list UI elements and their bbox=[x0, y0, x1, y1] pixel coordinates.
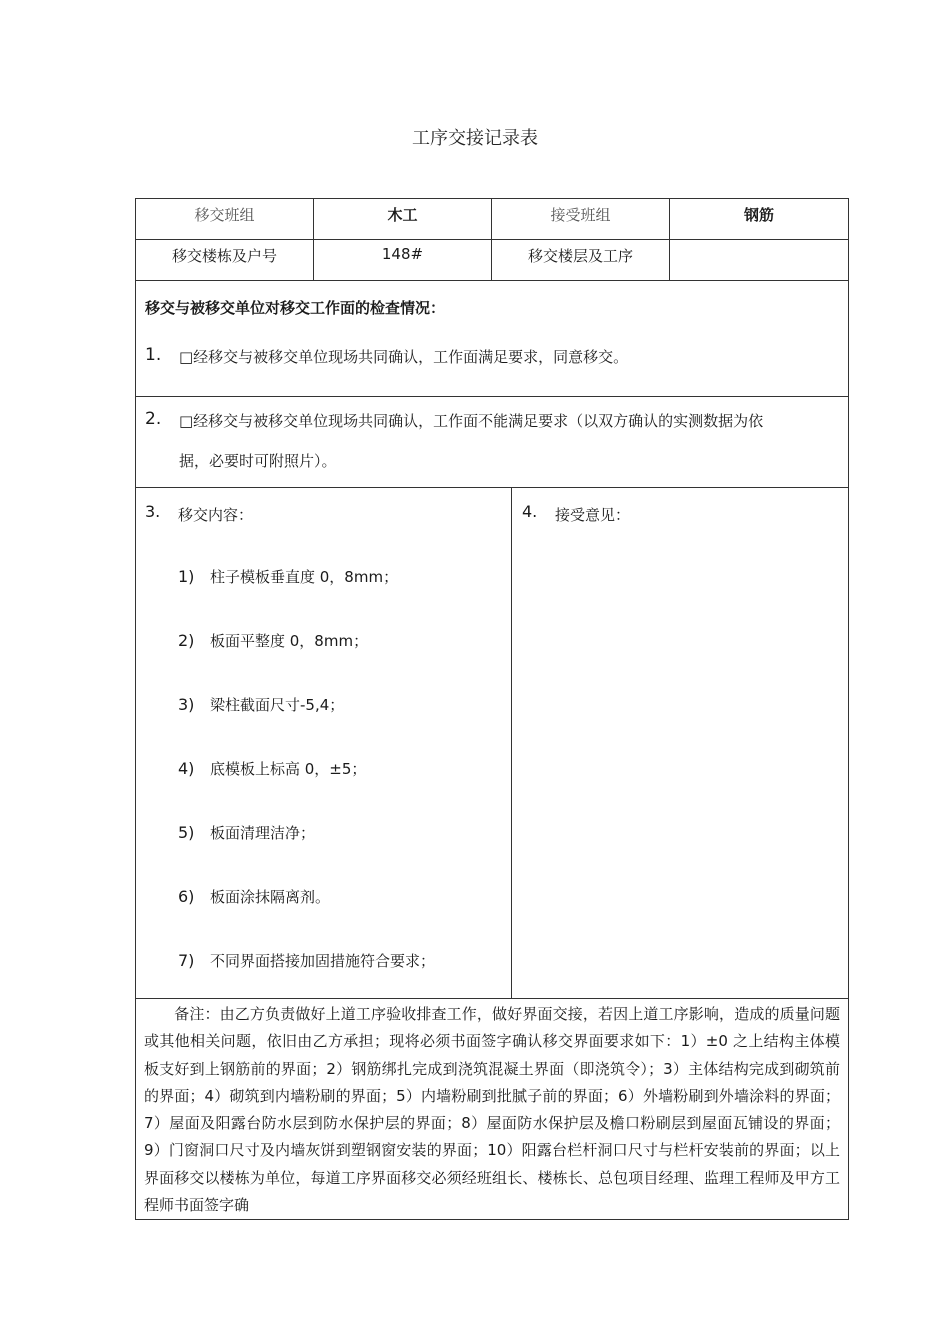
handover-content-label: 移交内容： bbox=[178, 506, 254, 524]
handover-item-6-number: 6) bbox=[178, 887, 195, 906]
floor-process-value bbox=[670, 240, 848, 280]
inspection-item-2-number: 2. bbox=[145, 409, 162, 429]
handover-item-3-number: 3) bbox=[178, 695, 195, 714]
inspection-item-2 bbox=[136, 397, 848, 488]
handover-item-1 bbox=[178, 566, 398, 587]
handover-item-4-text: 底模板上标高 0，±5； bbox=[210, 760, 367, 778]
note-text: 备注：由乙方负责做好上道工序验收排查工作，做好界面交接，若因上道工序影响，造成的质量问题或其他相关问题，依旧由乙方承担；现将必须书面签字确认移交界面要求如下：1）±0 之上结构主体模板支好到上钢筋前的界面；2）钢筋绑扎完成到浇筑混凝土界面（即浇筑令）；3）主体结构完成到砌筑前的界面；4）砌筑到内墙粉刷的界面；5）内墙粉刷到批腻子前的界面；6）外墙粉刷到外墙涂料的界面；7）屋面及阳露台防水层到防水保护层的界面；8）屋面防水保护层及檐口粉刷层到屋面瓦铺设的界面；9）门窗洞口尺寸及内墙灰饼到塑钢窗安装的界面；10）阳露台栏杆洞口尺寸与栏杆安装前的界面；以上界面移交以楼栋为单位，每道工序界面移交必须经班组长、楼栋长、总包项目经理、监理工程师及甲方工程师书面签字确 bbox=[144, 1005, 840, 1215]
handover-item-6-text: 板面涂抹隔离剂。 bbox=[210, 888, 331, 906]
handover-item-7-number: 7) bbox=[178, 951, 195, 970]
handover-item-3 bbox=[178, 694, 344, 715]
handover-item-2 bbox=[178, 630, 368, 651]
handover-content-number: 3. bbox=[145, 502, 161, 521]
handover-item-3-text: 梁柱截面尺寸-5,4； bbox=[210, 696, 345, 714]
handover-item-6 bbox=[178, 886, 330, 907]
inspection-item-2-line-1: □经移交与被移交单位现场共同确认，工作面不能满足要求（以双方确认的实测数据为依 bbox=[179, 412, 764, 430]
floor-process-label: 移交楼层及工序 bbox=[492, 240, 670, 280]
content-divider bbox=[511, 488, 512, 999]
building-unit-label: 移交楼栋及户号 bbox=[136, 240, 314, 280]
receiving-team-label: 接受班组 bbox=[492, 199, 670, 239]
building-unit-value: 148# bbox=[314, 240, 492, 280]
inspection-section bbox=[136, 281, 848, 397]
handover-item-1-text: 柱子模板垂直度 0，8mm； bbox=[210, 568, 399, 586]
note-section bbox=[136, 999, 848, 1219]
inspection-item-2-line-2: 据，必要时可附照片）。 bbox=[179, 452, 337, 470]
inspection-item-1-text: □经移交与被移交单位现场共同确认，工作面满足要求，同意移交。 bbox=[179, 348, 629, 366]
inspection-item-1-number: 1. bbox=[145, 345, 162, 365]
handover-item-1-number: 1) bbox=[178, 567, 195, 586]
acceptance-label: 接受意见： bbox=[555, 506, 631, 524]
handover-item-5-text: 板面清理洁净； bbox=[210, 824, 316, 842]
content-section bbox=[136, 488, 848, 999]
handover-team-label: 移交班组 bbox=[136, 199, 314, 239]
inspection-heading: 移交与被移交单位对移交工作面的检查情况： bbox=[145, 299, 446, 317]
handover-item-5-number: 5) bbox=[178, 823, 195, 842]
handover-item-7-text: 不同界面搭接加固措施符合要求； bbox=[210, 952, 436, 970]
handover-item-5 bbox=[178, 822, 315, 843]
handover-item-4 bbox=[178, 758, 366, 779]
acceptance-number: 4. bbox=[522, 502, 538, 521]
handover-item-4-number: 4) bbox=[178, 759, 195, 778]
handover-team-value: 木工 bbox=[314, 199, 492, 239]
receiving-team-value: 钢筋 bbox=[743, 206, 774, 224]
handover-item-2-number: 2) bbox=[178, 631, 195, 650]
handover-item-2-text: 板面平整度 0，8mm； bbox=[210, 632, 369, 650]
page-title: 工序交接记录表 bbox=[412, 128, 538, 149]
header-row-2 bbox=[136, 240, 848, 281]
handover-item-7 bbox=[178, 950, 435, 971]
header-row-1 bbox=[136, 199, 848, 240]
handover-record-form bbox=[135, 198, 849, 1220]
